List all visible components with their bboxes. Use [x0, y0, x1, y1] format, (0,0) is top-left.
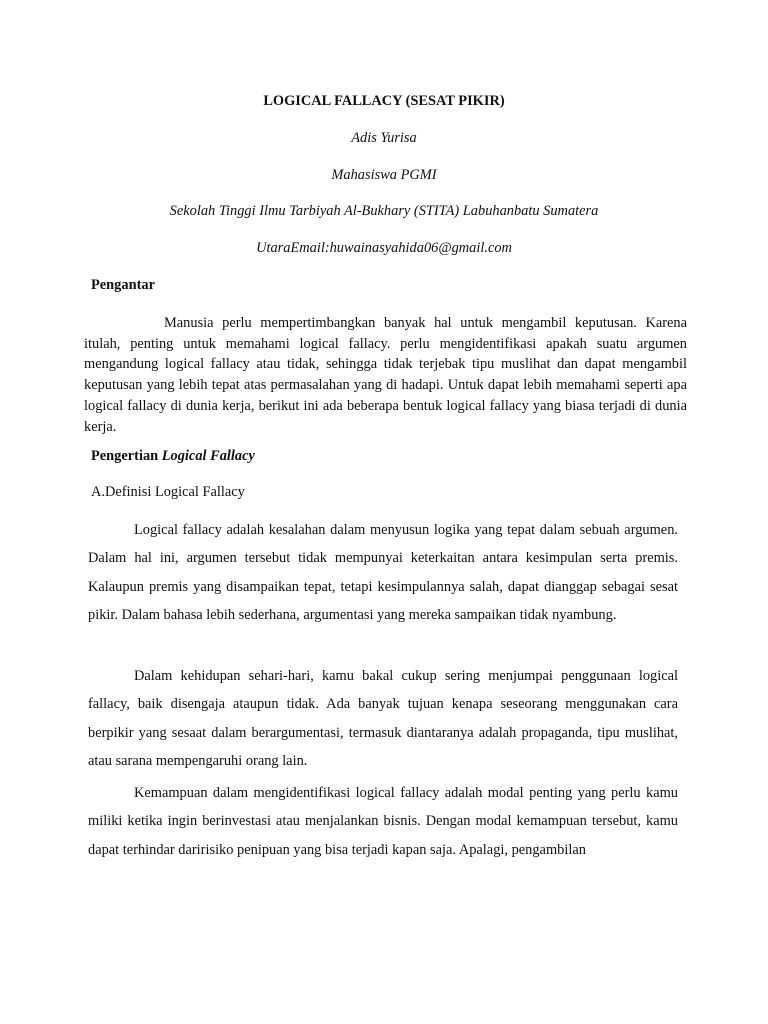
intro-heading: Pengantar	[91, 277, 155, 293]
author-institution: Sekolah Tinggi Ilmu Tarbiyah Al-Bukhary (STITA) Labuhanbatu Sumatera	[169, 203, 599, 219]
author-name: Adis Yurisa	[351, 130, 417, 146]
author-role: Mahasiswa PGMI	[331, 167, 437, 183]
section-subheading: A.Definisi Logical Fallacy	[91, 484, 245, 500]
body-paragraph: Logical fallacy adalah kesalahan dalam menyusun logika yang tepat dalam sebuah argumen. Dalam hal ini, argumen tersebut tidak mempunyai keterkaitan antara kesimpulan serta premis. Kalaupun premis yang disampaikan tepat, tetapi kesimpulannya salah, dapat dianggap sebagai sesat pikir. Dalam bahasa lebih sederhana, argumentasi yang mereka sampaikan tidak nyambung.	[88, 522, 678, 624]
document-title: LOGICAL FALLACY (SESAT PIKIR)	[263, 93, 505, 109]
intro-paragraph: Manusia perlu mempertimbangkan banyak hal untuk mengambil keputusan. Karena itulah, penting untuk memahami logical fallacy. perlu mengidentifikasi apakah suatu argumen mengandung logical fallacy atau tidak, sehingga tidak terjebak tipu muslihat dan dapat mengambil keputusan yang lebih tepat atas permasalahan yang di hadapi. Untuk dapat lebih memahami seperti apa logical fallacy di dunia kerja, berikut ini ada beberapa bentuk logical fallacy yang biasa terjadi di dunia kerja.	[84, 315, 687, 435]
section-heading-prefix: Pengertian	[91, 448, 162, 464]
section-heading	[91, 448, 255, 465]
body-paragraph: Dalam kehidupan sehari-hari, kamu bakal cukup sering menjumpai penggunaan logical fallacy, baik disengaja ataupun tidak. Ada banyak tujuan kenapa seseorang menggunakan cara berpikir yang sesaat dalam berargumentasi, termasuk diantaranya adalah propaganda, tipu muslihat, atau sarana mempengaruhi orang lain.	[88, 668, 678, 770]
author-email: UtaraEmail:huwainasyahida06@gmail.com	[256, 240, 512, 256]
body-paragraph: Kemampuan dalam mengidentifikasi logical fallacy adalah modal penting yang perlu kamu miliki ketika ingin berinvestasi atau menjalankan bisnis. Dengan modal kemampuan tersebut, kamu dapat terhindar daririsiko penipuan yang bisa terjadi kapan saja. Apalagi, pengambilan	[88, 785, 678, 858]
section-heading-term: Logical Fallacy	[161, 448, 255, 464]
